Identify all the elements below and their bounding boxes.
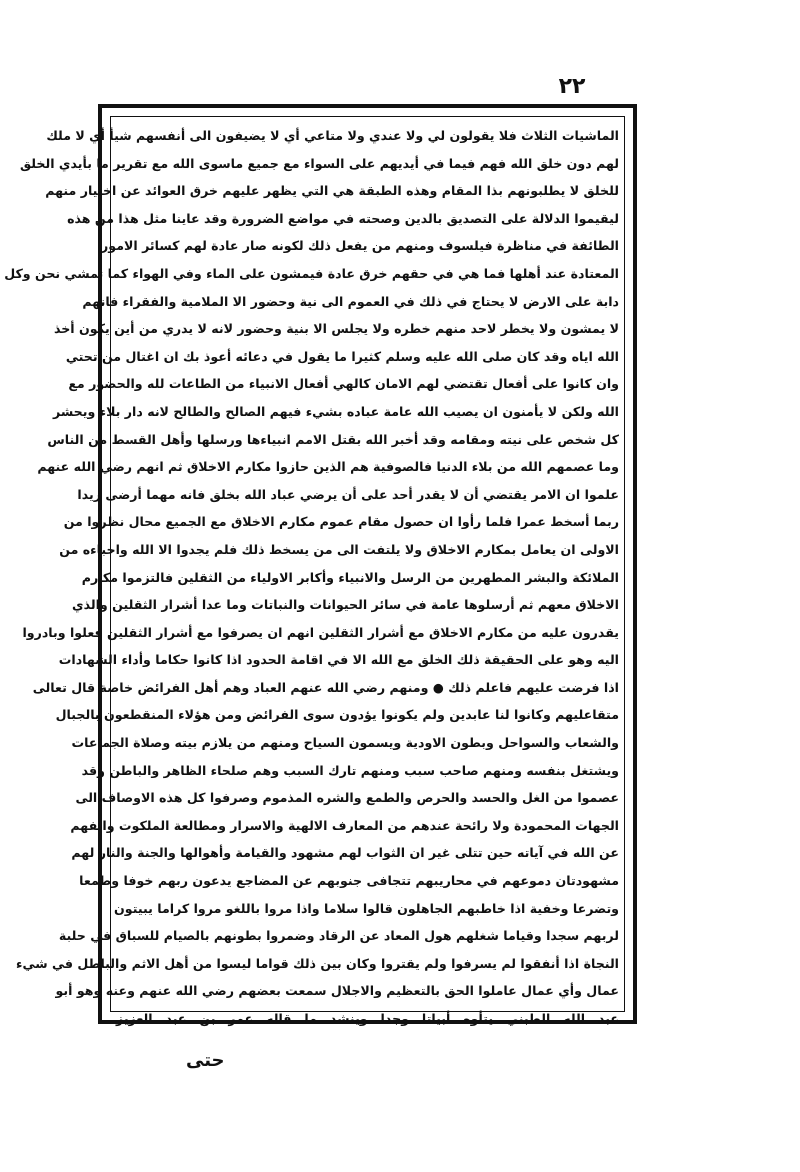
text-line: متقاعليهم وكانوا لنا عابدين ولم يكونوا يؤدون سوى الفرائض ومن هؤلاء المنقطعون بالجبال	[55, 707, 619, 723]
text-line: الله اياه وقد كان صلى الله عليه وسلم كثيرا ما يقول في دعائه أعوذ بك ان اغتال من تحتي	[65, 348, 619, 364]
text-line: والشعاب والسواحل وبطون الاودية ويسمون السياح ومنهم من يلازم بيته وصلاة الجماعات	[71, 735, 619, 751]
text-line: ليقيموا الدلالة على التصديق بالدين وصحته في مواضع الضرورة وقد عاينا مثل هذا من هذه	[67, 210, 619, 226]
text-line: عن الله في آياته حين تتلى غير ان الثواب لهم مشهود والقيامة وأهوالها والجنة والنار لهم	[71, 845, 619, 861]
text-line: المعتادة عند أهلها فما هي في حقهم خرق عادة فيمشون على الماء وفي الهواء كما تمشي نحن وكل	[4, 265, 619, 281]
text-line: كل شخص على نيته ومقامه وقد أخبر الله بقتل الامم انبياءها ورسلها وأهل القسط من الناس	[47, 431, 619, 447]
text-line: للخلق لا يطلبونهم بذا المقام وهذه الطبقة هي التي يظهر عليهم خرق العوائد عن اختيار منهم	[45, 183, 619, 199]
text-line: دابة على الارض لا يحتاج في ذلك في العموم الى نية وحضور الا الملامية والفقراء فانهم	[82, 293, 619, 309]
text-line: الملائكة والبشر المطهرين من الرسل والانبياء وأكابر الاولياء من الثقلين فالتزموا مكارم	[81, 569, 619, 585]
text-line: الاولى ان يعامل بمكارم الاخلاق ولا يلتفت الى من يسخط ذلك فلم يجدوا الا الله واحباءه من	[59, 541, 619, 557]
text-line: مشهودتان دموعهم في محاريبهم تتجافى جنوبهم عن المضاجع يدعون ربهم خوفا وطمعا	[79, 873, 619, 889]
text-line: وما عصمهم الله من بلاء الدنيا فالصوفية هم الذين حازوا مكارم الاخلاق ثم انهم رضي الله عنهم	[37, 459, 619, 475]
text-line: اليه وهو على الحقيقة ذلك الخلق مع الله الا في اقامة الحدود اذا كانوا حكاما وأداء الشهادات	[58, 652, 619, 668]
text-line: اذا فرضت عليهم فاعلم ذلك ● ومنهم رضي الله عنهم العباد وهم أهل الفرائض خاصة قال تعالى	[32, 679, 619, 695]
text-line: عصموا من الغل والحسد والحرص والطمع والشره المذموم وصرفوا كل هذه الاوصاف الى	[75, 790, 619, 806]
text-line: ربما أسخط عمرا فلما رأوا ان حصول مقام عموم مكارم الاخلاق مع الجميع محال نظروا من	[63, 514, 619, 530]
text-line: علموا ان الامر يقتضي أن لا يقدر أحد على أن يرضي عباد الله بخلق فانه مهما أرضى زيدا	[77, 486, 619, 502]
text-line: الاخلاق معهم ثم أرسلوها عامة في سائر الحيوانات والنباتات وما عدا أشرار الثقلين والذي	[72, 597, 619, 613]
text-line: الجهات المحمودة ولا رائحة عندهم من المعارف الالهية والاسرار ومطالعة الملكوت والفهم	[70, 817, 619, 833]
text-line: عبد الله الطبني يتأوه أبياتا وجدا وينشد ما قاله عمر بن عبد العزيز	[116, 1011, 619, 1026]
text-line: الله ولكن لا يأمنون ان يصيب الله عامة عباده بشيء فيهم الصالح والطالح لانه دار بلاء ويحشر	[53, 403, 619, 419]
text-line: لهم دون خلق الله فهم فيما في أيديهم على السواء مع جميع ماسوى الله مع تقرير ما بأيدي الخلق	[19, 155, 619, 171]
page-number: ٢٢	[558, 74, 586, 99]
text-line: لربهم سجدا وقياما شغلهم هول المعاد عن الرقاد وضمروا بطونهم بالصيام للسباق في حلبة	[58, 928, 619, 944]
text-line: الماشيات الثلاث فلا يقولون لي ولا عندي ولا متاعي أي لا يضيفون الى أنفسهم شيأ أي لا ملك	[46, 128, 619, 143]
text-line: النجاة اذا أنفقوا لم يسرفوا ولم يقتروا وكان بين ذلك قواما ليسوا من أهل الاثم والباطل في شيء	[16, 955, 619, 971]
text-line: الطائفة في مناظرة فيلسوف ومنهم من يفعل ذلك لكونه صار عادة لهم كسائر الامور	[101, 238, 619, 254]
text-line: يقدرون عليه من مكارم الاخلاق مع أشرار الثقلين انهم ان يصرفوا مع أشرار الثقلين فعلوا وبادروا	[22, 624, 619, 640]
text-line: وان كانوا على أفعال تقتضي لهم الامان كالهي أفعال الانبياء من الطاعات لله والحضور مع	[68, 376, 619, 392]
text-line: لا يمشون ولا يخطر لاحد منهم خطره ولا يجلس الا بنية وحضور لانه لا يدري من أين يكون أخذ	[53, 321, 619, 337]
text-line: ويشتغل بنفسه ومنهم صاحب سبب ومنهم تارك السبب وهم صلحاء الظاهر والباطن وقد	[81, 762, 619, 778]
text-line: عمال وأي عمال عاملوا الحق بالتعظيم والاجلال سمعت بعضهم رضي الله عنهم وعنه وهو أبو	[55, 983, 619, 999]
text-line: وتضرعا وخفية اذا خاطبهم الجاهلون قالوا سلاما واذا مروا باللغو مروا كراما يبيتون	[114, 900, 619, 916]
page-border	[4, 104, 637, 1026]
body-text	[4, 122, 619, 1026]
catchword: حتى	[186, 1050, 225, 1071]
